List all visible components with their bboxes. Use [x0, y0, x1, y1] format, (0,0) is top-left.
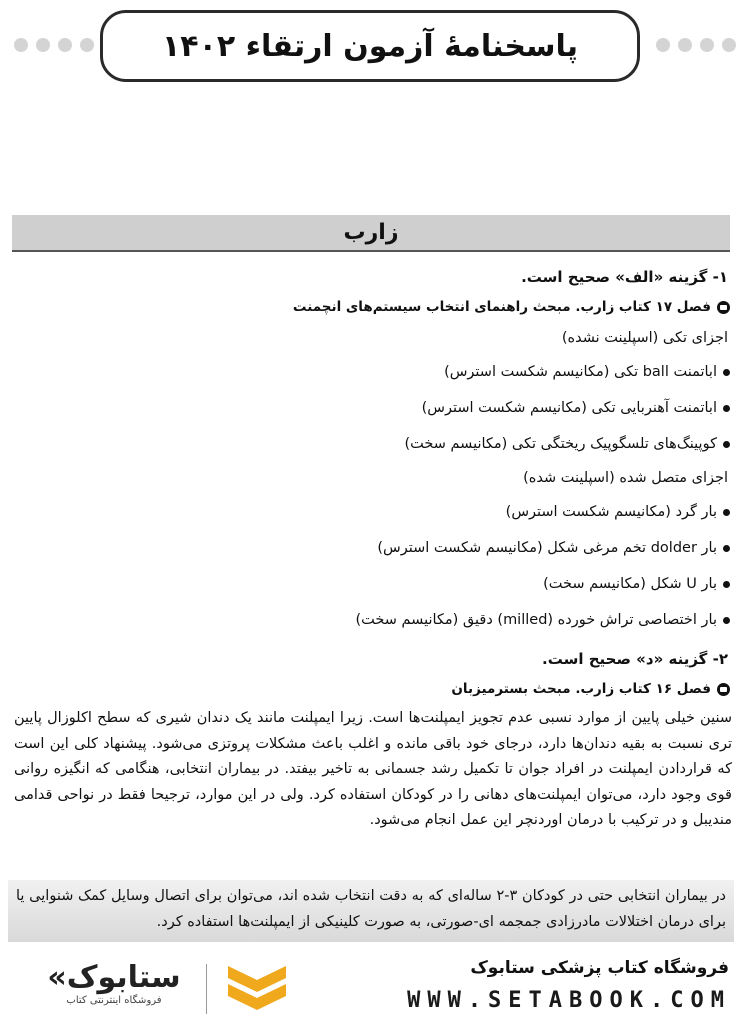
bullet-icon	[723, 617, 730, 624]
section-heading-bar	[12, 215, 730, 252]
list-item-text: اباتمنت ball تکی (مکانیسم شکست استرس)	[444, 364, 717, 380]
header-decoration-dots-right	[656, 38, 736, 52]
store-logo-icon	[224, 960, 290, 1016]
list-item	[12, 354, 734, 390]
question-2-title: ۲- گزینه «د» صحیح است.	[542, 650, 728, 668]
list-item	[12, 426, 734, 462]
question-1-title: ۱- گزینه «الف» صحیح است.	[521, 268, 728, 286]
bullet-icon	[723, 369, 730, 376]
page-header	[100, 10, 640, 82]
list-item	[12, 530, 734, 566]
question-2-reference	[12, 674, 734, 704]
book-reference-icon	[717, 301, 730, 314]
answer-content	[12, 262, 734, 836]
store-name: فروشگاه کتاب پزشکی ستابوک	[470, 958, 729, 978]
list-item-text: بار dolder تخم مرغی شکل (مکانیسم شکست استرس)	[377, 540, 717, 556]
list-item-text: اباتمنت آهنربایی تکی (مکانیسم شکست استرس)	[421, 400, 717, 416]
store-url: WWW.SETABOOK.COM	[407, 988, 731, 1013]
bullet-icon	[723, 509, 730, 516]
question-1-reference	[12, 292, 734, 322]
list-item-text: بار اختصاصی تراش خورده (milled) دقیق (مکانیسم سخت)	[355, 612, 717, 628]
bullet-icon	[723, 545, 730, 552]
list-item	[12, 390, 734, 426]
bullet-icon	[723, 441, 730, 448]
list-item	[12, 566, 734, 602]
store-logo-brand: ستابوک»	[47, 960, 181, 995]
list-item-text: بار U شکل (مکانیسم سخت)	[543, 576, 717, 592]
store-logo-subtitle: فروشگاه اینترنتی کتاب	[66, 995, 162, 1006]
book-reference-icon	[717, 683, 730, 696]
bullet-icon	[723, 581, 730, 588]
list-item	[12, 494, 734, 530]
list-item-text: کوپینگ‌های تلسگوپیک ریختگی تکی (مکانیسم سخت)	[404, 436, 717, 452]
list-item-text: بار گرد (مکانیسم شکست استرس)	[505, 504, 717, 520]
list-item	[12, 602, 734, 638]
header-decoration-dots-left	[14, 38, 94, 52]
section-title: زارب	[343, 220, 399, 245]
bullet-icon	[723, 405, 730, 412]
question-2-explanation: سنین خیلی پایین از موارد نسبی عدم تجویز ایمپلنت‌ها است. زیرا ایمپلنت مانند یک دندان شیری که سطح اکلوزال پایین تری نسبت به بقیه دندان‌ها دارد، درجای خود باقی مانده و اغلب باعث مشکلات پروتزی می‌شود. پیشنهاد کلی این است که قراردادن ایمپلنت در افراد جوان تا تکمیل رشد جسمانی به تاخیر بیفتد. در بیماران انتخابی، هنگامی که انگیزه روانی قوی وجود دارد، می‌توان ایمپلنت‌های دهانی را در کودکان استفاده کرد. ولی در این موارد، ترجیحا فقط در نواحی قدامی مندیبل و در ترکیب با درمان اوردنچر این عمل انجام می‌شود.	[14, 710, 732, 828]
page-title: پاسخنامهٔ آزمون ارتقاء ۱۴۰۲	[161, 28, 579, 64]
group-1-title: اجزای تکی (اسپلینت نشده)	[561, 330, 728, 346]
question-2-reference-text: فصل ۱۶ کتاب زارب. مبحث بسترمیزبان	[451, 681, 711, 697]
question-2-note: در بیماران انتخابی حتی در کودکان ۳-۲ ساله‌ای که به دقت انتخاب شده اند، می‌توان برای اتصال وسایل کمک شنوایی یا برای درمان اختلالات مادرزادی جمجمه ای-صورتی، به صورت کلینیکی از ایمپلنت‌ها استفاده کرد.	[8, 880, 734, 942]
store-logo-text	[30, 960, 198, 1006]
logo-divider	[206, 964, 207, 1014]
group-2-title: اجزای متصل شده (اسپلینت شده)	[523, 470, 728, 486]
question-1-reference-text: فصل ۱۷ کتاب زارب. مبحث راهنمای انتخاب سیستم‌های انچمنت	[292, 299, 711, 315]
